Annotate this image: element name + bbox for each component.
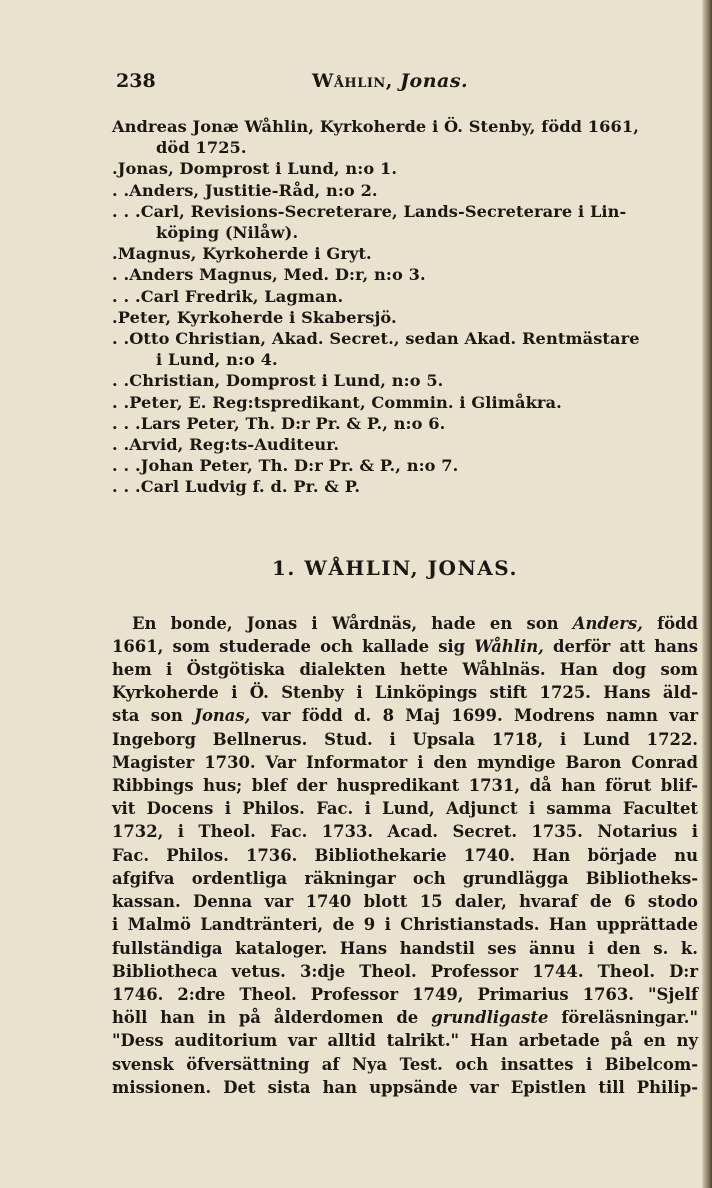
generation-dots: . [112, 159, 118, 179]
genealogy-entry [112, 116, 698, 137]
genealogy-text: Carl Fredrik, Lagman. [140, 286, 344, 306]
generation-dots: . . [112, 371, 130, 391]
text-line: Ribbings hus; blef der huspredikant 1731, då han förut blif- [112, 776, 698, 796]
generation-dots: . . . [112, 201, 141, 221]
genealogy-entry [112, 413, 698, 434]
genealogy-text: Arvid, Reg:ts-Auditeur. [129, 435, 340, 455]
genealogy-text: Peter, E. Reg:tspredikant, Commin. i Glimåkra. [129, 392, 562, 412]
genealogy-text: Anders, Justitie-Råd, n:o 2. [129, 180, 378, 200]
genealogy-text: Carl, Revisions-Secreterare, Lands-Secreterare i Lin- [140, 201, 627, 221]
text-line: Kyrkoherde i Ö. Stenby i Linköpings stift 1725. Hans äld- [112, 683, 698, 703]
genealogy-entry [112, 222, 698, 243]
page-header [112, 62, 698, 102]
genealogy-entry [112, 476, 698, 497]
genealogy-entry [112, 158, 698, 179]
text-line: fullständiga kataloger. Hans handstil ses ännu i den s. k. [112, 938, 698, 958]
section-title: 1. WÅHLIN, JONAS. [272, 555, 518, 580]
genealogy-entry [112, 455, 698, 476]
text-line: 1732, i Theol. Fac. 1733. Acad. Secret. 1735. Notarius i [112, 822, 698, 842]
genealogy-entry [112, 434, 698, 455]
genealogy-entry [112, 243, 698, 264]
genealogy-text: Magnus, Kyrkoherde i Gryt. [117, 244, 372, 264]
genealogy-entry [112, 264, 698, 285]
book-page [112, 62, 698, 1099]
genealogy-text: i Lund, n:o 4. [156, 350, 278, 370]
generation-dots: . . . [112, 286, 141, 306]
genealogy-list [112, 116, 698, 498]
genealogy-entry [112, 370, 698, 391]
generation-dots: . . [112, 329, 130, 349]
text-line: afgifva ordentliga räkningar och grundlägga Bibliotheks- [112, 868, 698, 888]
genealogy-entry [112, 137, 698, 158]
genealogy-entry [112, 180, 698, 201]
running-head [312, 70, 468, 92]
genealogy-entry [112, 286, 698, 307]
genealogy-text: köping (Nilåw). [156, 223, 299, 243]
text-line: "Dess auditorium var alltid talrikt." Han arbetade på en ny [112, 1031, 698, 1051]
text-line: hem i Östgötiska dialekten hette Wåhlnäs. Han dog som [112, 660, 698, 680]
genealogy-entry [112, 328, 698, 349]
text-line: En bonde, Jonas i Wårdnäs, hade en son Anders, född [132, 613, 698, 633]
genealogy-entry [112, 307, 698, 328]
generation-dots: . . . [112, 413, 141, 433]
generation-dots: . . [112, 435, 130, 455]
generation-dots: . . . [112, 456, 141, 476]
genealogy-text: Andreas Jonæ Wåhlin, Kyrkoherde i Ö. Stenby, född 1661, [112, 117, 639, 136]
genealogy-text: Jonas, Domprost i Lund, n:o 1. [117, 159, 398, 179]
genealogy-entry [112, 392, 698, 413]
genealogy-text: död 1725. [156, 138, 247, 158]
text-line: Ingeborg Bellnerus. Stud. i Upsala 1718, i Lund 1722. [112, 729, 698, 749]
genealogy-text: Peter, Kyrkoherde i Skabersjö. [117, 307, 397, 327]
text-line: 1746. 2:dre Theol. Professor 1749, Primarius 1763. "Sjelf [112, 984, 698, 1004]
generation-dots: . . [112, 180, 130, 200]
text-line: höll han in på ålderdomen de grundligaste föreläsningar." [112, 1008, 698, 1028]
text-line: Magister 1730. Var Informator i den myndige Baron Conrad [112, 752, 698, 772]
genealogy-text: Lars Peter, Th. D:r Pr. & P., n:o 6. [140, 413, 446, 433]
text-line: 1661, som studerade och kallade sig Wåhlin, derför att hans [112, 636, 698, 656]
biography-text [112, 612, 698, 1099]
running-head-name: Wåhlin, [312, 70, 393, 92]
genealogy-text: Christian, Domprost i Lund, n:o 5. [129, 371, 444, 391]
text-line: Bibliotheca vetus. 3:dje Theol. Professor 1744. Theol. D:r [112, 961, 698, 981]
text-line: sta son Jonas, var född d. 8 Maj 1699. Modrens namn var [112, 706, 699, 726]
text-line: svensk öfversättning af Nya Test. och insattes i Bibelcom- [112, 1054, 698, 1074]
genealogy-text: Anders Magnus, Med. D:r, n:o 3. [129, 265, 426, 285]
text-line: vit Docens i Philos. Fac. i Lund, Adjunct i samma Facultet [112, 799, 698, 819]
page-number: 238 [116, 70, 156, 92]
genealogy-text: Johan Peter, Th. D:r Pr. & P., n:o 7. [140, 456, 459, 476]
text-line: Fac. Philos. 1736. Bibliothekarie 1740. Han började nu [112, 845, 698, 865]
genealogy-text: Otto Christian, Akad. Secret., sedan Akad. Rentmästare [129, 329, 640, 349]
genealogy-entry [112, 201, 698, 222]
page-edge [702, 0, 712, 1188]
text-line: i Malmö Landtränteri, de 9 i Christianstads. Han upprättade [112, 915, 698, 935]
running-head-given: Jonas. [400, 70, 469, 92]
generation-dots: . . [112, 265, 130, 285]
genealogy-text: Carl Ludvig f. d. Pr. & P. [140, 477, 361, 497]
text-line: missionen. Det sista han uppsände var Epistlen till Philip- [112, 1077, 698, 1097]
generation-dots: . . [112, 392, 130, 412]
generation-dots: . [112, 244, 118, 264]
genealogy-entry [112, 349, 698, 370]
generation-dots: . [112, 307, 118, 327]
generation-dots: . . . [112, 477, 141, 497]
text-line: kassan. Denna var 1740 blott 15 daler, hvaraf de 6 stodo [112, 892, 698, 912]
